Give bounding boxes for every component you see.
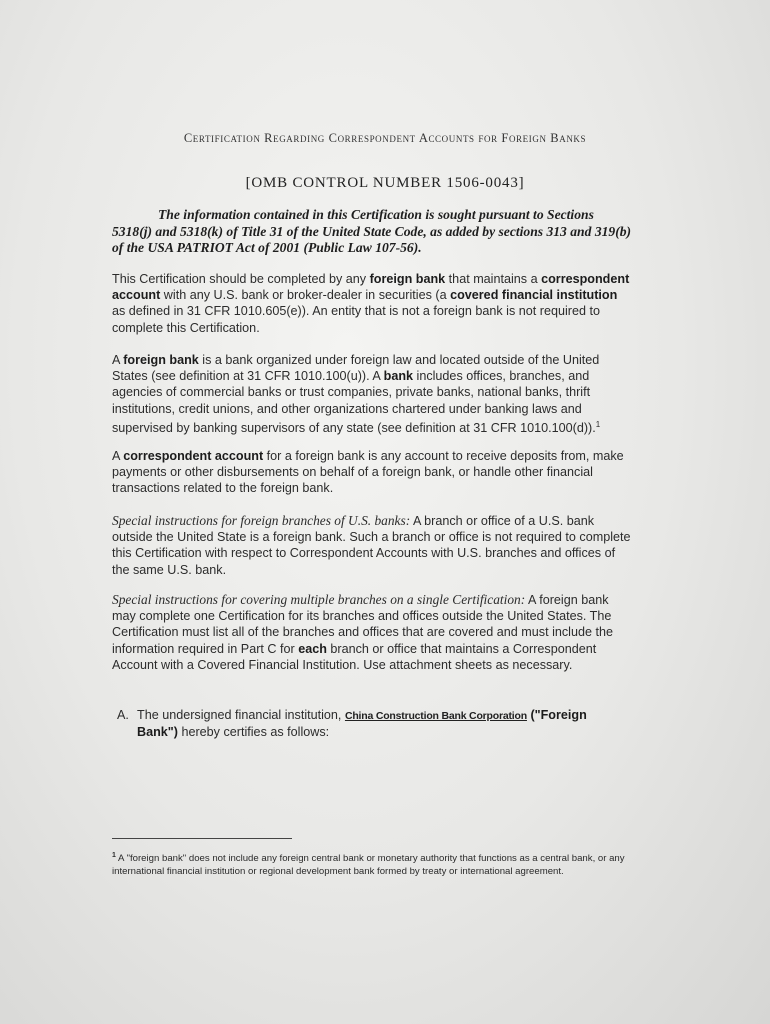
p4-text: A branch or office of a U.S. bank outside the United State is a foreign bank. Such a branch or office is not required to complete this Certification with respect to Correspondent Accounts with U.S. branches and offices of the same U.S. bank. — [112, 514, 631, 577]
paragraph-correspondent-account-definition — [112, 448, 634, 497]
p2-term-bank: bank — [383, 369, 414, 384]
p2-text-c: is a bank organized under foreign law and located outside of the United States (see definition at 31 CFR 1010.100(u)). A — [112, 353, 600, 384]
institution-name-field[interactable]: China Construction Bank Corporation — [344, 710, 527, 722]
p3-text-c: for a foreign bank is any account to receive deposits from, make payments or other disbursements on behalf of a foreign bank, or handle other financial transactions related to the foreign bank. — [112, 449, 624, 496]
intro-statement — [112, 207, 640, 257]
footnote-divider — [112, 838, 292, 839]
part-a-text-b: ("Foreign — [526, 708, 587, 722]
intro-line-1: The information contained in this Certification is sought pursuant to Sections — [158, 207, 594, 222]
intro-line-3: 319(b) of the USA PATRIOT Act of 2001 (Public Law 107-56). — [112, 223, 632, 255]
paragraph-foreign-bank-definition — [112, 352, 634, 436]
p1-text-g: as defined in 31 CFR 1010.605(e)). An entity that is not a foreign bank is not required to complete this Certification. — [112, 304, 600, 335]
document-title: Certification Regarding Correspondent Accounts for Foreign Banks — [183, 131, 587, 145]
p2-term-foreign-bank: foreign bank — [123, 353, 199, 367]
paragraph-multiple-branches-instructions — [112, 592, 634, 673]
part-a-text-d: hereby certifies as follows: — [177, 725, 330, 740]
intro-line-2: 5318(j) and 5318(k) of Title 31 of the United State Code, as added by sections 313 and — [112, 223, 592, 239]
p4-heading: Special instructions for foreign branches of U.S. banks: — [112, 513, 411, 528]
p1-text-e: with any U.S. bank or broker-dealer in securities (a — [160, 288, 451, 303]
part-a-term-bank: Bank") — [137, 725, 178, 740]
p5-heading: Special instructions for covering multiple branches on a single Certification: — [112, 592, 526, 607]
part-a-line-2 — [117, 724, 637, 740]
paragraph-who-completes — [112, 271, 634, 336]
paragraph-foreign-branches-instructions — [112, 513, 634, 578]
p3-term-correspondent-account: correspondent account — [123, 449, 264, 463]
part-a-text-a: The undersigned financial institution, — [137, 708, 345, 722]
p5-text-b: A foreign bank may complete one Certification for its branches and offices outside the United States. The Certification must list all of the branches and offices that are covered and must include the information required in Part C for — [112, 593, 613, 656]
omb-control-number: [OMB CONTROL NUMBER 1506-0043] — [245, 175, 525, 191]
p2-text-e: includes offices, branches, and agencies of commercial banks or trust companies, private banks, national banks, thrift institutions, credit unions, and other organizations chartered under banking laws and supervised by banking supervisors of any state (see definition at 31 CFR 1010.100(d)). — [112, 369, 596, 435]
part-a-certification — [117, 707, 637, 740]
p5-text-d: branch or office that maintains a Correspondent Account with a Covered Financial Institution. Use attachment sheets as necessary. — [112, 641, 597, 672]
part-a-letter: A. — [117, 708, 129, 722]
p2-text-a: A — [112, 353, 124, 367]
p5-term-each: each — [298, 641, 327, 656]
p3-text-a: A — [112, 449, 124, 463]
footnote-number: 1 — [112, 852, 116, 859]
p1-term-correspondent-account: correspondent account — [112, 272, 630, 303]
footnote-ref: 1 — [595, 419, 601, 429]
footnote-text: A "foreign bank" does not include any foreign central bank or monetary authority that functions as a central bank, or any international financial institution or regional development bank formed by treaty or international agreement. — [112, 853, 625, 878]
p1-text-a: This Certification should be completed by any — [112, 272, 370, 286]
p1-term-covered-fi: covered financial institution — [450, 288, 618, 303]
p1-term-foreign-bank: foreign bank — [369, 272, 446, 286]
p1-text-c: that maintains a — [445, 272, 542, 286]
footnote — [112, 849, 642, 878]
